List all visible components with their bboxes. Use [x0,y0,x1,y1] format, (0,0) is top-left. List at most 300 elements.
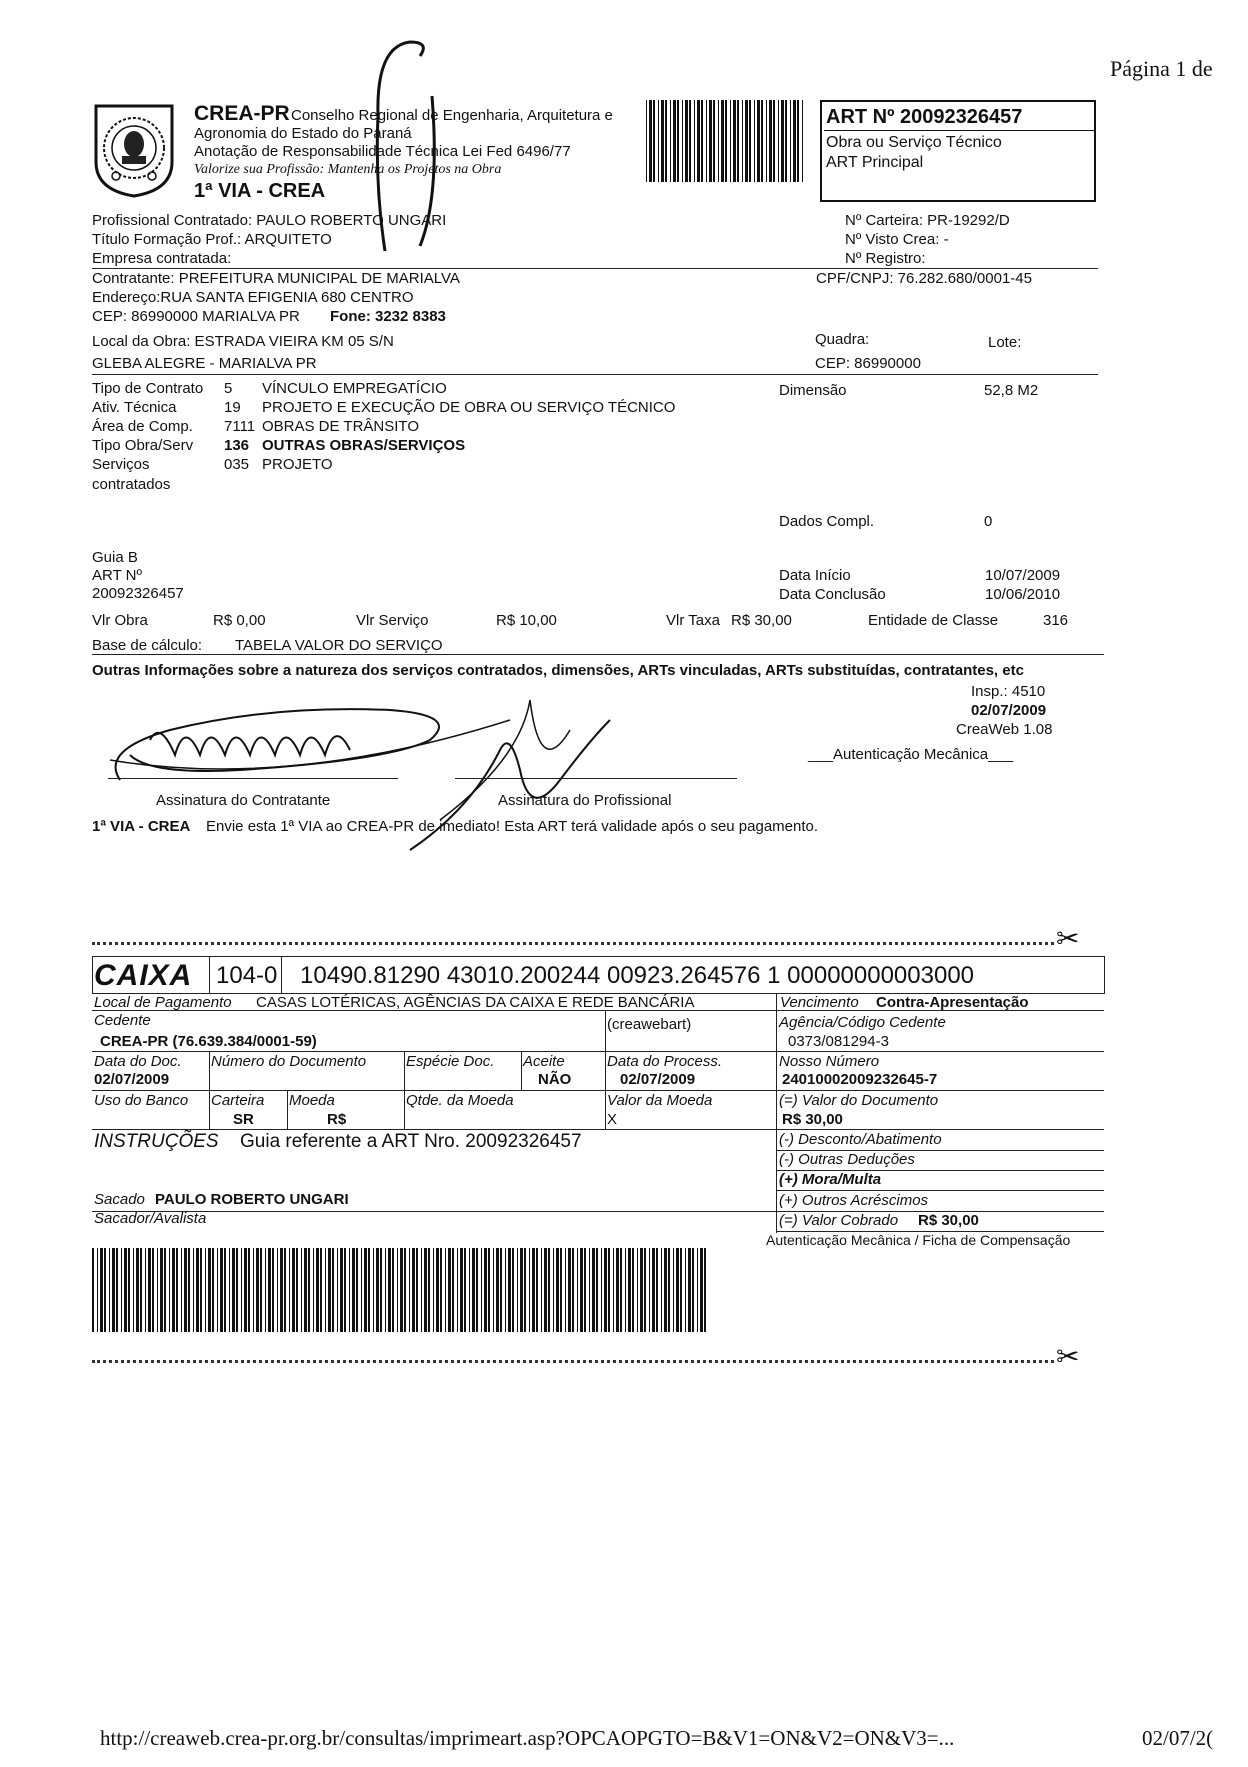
barcode-bar [116,1248,118,1332]
barcode-bar [428,1248,430,1332]
crea-name: CREA-PR [194,102,290,125]
valor-documento: R$ 30,00 [782,1111,843,1128]
contrato-row-desc: VÍNCULO EMPREGATÍCIO [262,380,447,397]
barcode-bar [505,1248,506,1332]
via-text: Envie esta 1ª VIA ao CREA-PR de imediato! Esta ART terá validade após o seu pagamento. [206,818,819,835]
barcode-bar [337,1248,338,1332]
barcode-bar [145,1248,146,1332]
barcode-bar [164,1248,166,1332]
uso-banco-label: Uso do Banco [94,1092,189,1109]
barcode-bar [556,1248,559,1332]
crea-seal-icon [92,102,176,198]
via-title: 1ª VIA - CREA [194,180,326,202]
via-bold: 1ª VIA - CREA [92,818,191,835]
art-type-line2: ART Principal [826,154,924,171]
barcode-bar [304,1248,307,1332]
barcode-bar [692,1248,694,1332]
barcode-bar [685,100,688,182]
barcode-bar [652,1248,655,1332]
barcode-bar [730,100,731,182]
barcode-bar [500,1248,502,1332]
barcode-bar [208,1248,211,1332]
barcode-bar [448,1248,451,1332]
instrucoes-label: INSTRUÇÕES [94,1131,219,1152]
barcode-bar [112,1248,115,1332]
dimensao-label: Dimensão [779,382,847,399]
boleto-right-column-border [776,993,777,1233]
contrato-row-code: 136 [224,437,250,454]
base-calculo-label: Base de cálculo: [92,637,203,654]
barcode-bar [316,1248,319,1332]
vlr-taxa: R$ 30,00 [731,612,792,629]
empresa-contratada: Empresa contratada: [92,250,232,267]
contrato-row-label: Tipo Obra/Serv [92,437,194,454]
barcode-bar [368,1248,370,1332]
barcode-bar [496,1248,499,1332]
barcode-bar [232,1248,235,1332]
barcode-bar [392,1248,394,1332]
barcode-bar [689,100,691,182]
bank-code: 104-0 [216,962,278,989]
contrato-row-desc: OBRAS DE TRÂNSITO [262,418,419,435]
barcode-bar [349,1248,350,1332]
barcode-bar [229,1248,230,1332]
barcode-bar [625,1248,626,1332]
barcode-bar [773,100,775,182]
barcode-bar [340,1248,343,1332]
barcode-bar [128,1248,130,1332]
barcode-bar [670,100,671,182]
desconto-label: (-) Desconto/Abatimento [779,1131,942,1148]
barcode-bar [580,1248,583,1332]
assinatura-profissional: Assinatura do Profissional [498,792,672,809]
barcode-bar [644,1248,646,1332]
art-barcode [646,100,808,182]
contrato-row-code: 5 [224,380,233,397]
dimensao-value: 52,8 M2 [984,382,1039,399]
numero-carteira: Nº Carteira: PR-19292/D [845,212,1010,229]
barcode-bar [548,1248,550,1332]
insp-date: 02/07/2009 [971,702,1047,719]
barcode-bar [400,1248,403,1332]
barcode-bar [424,1248,427,1332]
barcode-bar [694,100,695,182]
barcode-bar [769,100,772,182]
barcode-bar [677,100,679,182]
barcode-bar [356,1248,358,1332]
barcode-bar [637,1248,638,1332]
data-conclusao-label: Data Conclusão [779,586,886,603]
vlr-obra: R$ 0,00 [213,612,266,629]
barcode-bar [565,1248,566,1332]
barcode-bar [292,1248,295,1332]
outras-informacoes: Outras Informações sobre a natureza dos serviços contratados, dimensões, ARTs vinculadas, ARTs substituídas, contratantes, etc [92,662,1024,679]
footer-date: 02/07/2( [1142,1726,1214,1750]
barcode-bar [560,1248,562,1332]
sacador-avalista-label: Sacador/Avalista [94,1210,207,1227]
autenticacao-mecanica: ___Autenticação Mecânica___ [808,746,1014,763]
barcode-bar [797,100,799,182]
barcode-bar [464,1248,466,1332]
barcode-bar [301,1248,302,1332]
barcode-bar [440,1248,442,1332]
contratante-cep: CEP: 86990000 MARIALVA PR [92,308,300,325]
divider [92,654,1104,655]
barcode-bar [140,1248,142,1332]
barcode-bar [665,100,667,182]
creawebart: (creawebart) [607,1016,692,1033]
barcode-bar [385,1248,386,1332]
barcode-bar [628,1248,631,1332]
valor-cobrado: R$ 30,00 [918,1212,979,1229]
barcode-bar [176,1248,178,1332]
creaweb-version: CreaWeb 1.08 [956,721,1053,738]
barcode-bar [457,1248,458,1332]
barcode-bar [344,1248,346,1332]
lote: Lote: [988,334,1022,351]
barcode-bar [373,1248,374,1332]
barcode-bar [596,1248,598,1332]
barcode-bar [680,1248,682,1332]
barcode-bar [121,1248,122,1332]
barcode-bar [761,100,763,182]
contratante-nome: Contratante: PREFEITURA MUNICIPAL DE MARIALVA [92,270,460,287]
contratante-fone: Fone: 3232 8383 [330,308,446,325]
divider [92,1051,1104,1052]
barcode-bar [184,1248,187,1332]
barcode-bar [100,1248,103,1332]
boleto-border [521,1051,522,1090]
barcode-bar [256,1248,259,1332]
data-inicio-label: Data Início [779,567,851,584]
barcode-bar [433,1248,434,1332]
dados-compl-label: Dados Compl. [779,513,875,530]
numero-registro: Nº Registro: [845,250,926,267]
barcode-bar [568,1248,571,1332]
barcode-bar [325,1248,326,1332]
agencia-label: Agência/Código Cedente [779,1014,946,1031]
contrato-row-label: Ativ. Técnica [92,399,177,416]
barcode-bar [181,1248,182,1332]
barcode-bar [709,100,712,182]
contrato-row-label: Serviços [92,456,150,473]
profissional-contratado: Profissional Contratado: PAULO ROBERTO UNGARI [92,212,447,229]
barcode-bar [280,1248,283,1332]
barcode-bar [200,1248,202,1332]
nosso-numero-label: Nosso Número [779,1053,880,1070]
valor-moeda-label: Valor da Moeda [607,1092,713,1109]
dados-compl-value: 0 [984,513,993,530]
boleto-border [404,1051,405,1129]
barcode-bar [577,1248,578,1332]
barcode-bar [589,1248,590,1332]
barcode-bar [268,1248,271,1332]
barcode-bar [416,1248,418,1332]
local-pagamento: CASAS LOTÉRICAS, AGÊNCIAS DA CAIXA E REDE BANCÁRIA [256,994,695,1011]
barcode-bar [193,1248,194,1332]
base-calculo: TABELA VALOR DO SERVIÇO [235,637,443,654]
barcode-bar [97,1248,98,1332]
barcode-bar [472,1248,475,1332]
barcode-bar [332,1248,334,1332]
valor-moeda: X [607,1111,618,1128]
contrato-row-desc: PROJETO E EXECUÇÃO DE OBRA OU SERVIÇO TÉCNICO [262,399,676,416]
sacado: PAULO ROBERTO UNGARI [155,1191,349,1208]
barcode-bar [476,1248,478,1332]
barcode-bar [104,1248,106,1332]
aceite-label: Aceite [523,1053,565,1070]
valor-cobrado-label: (=) Valor Cobrado [779,1212,899,1229]
caixa-logo: CAIXA [94,959,193,992]
pen-stroke-image [370,36,450,256]
barcode-bar [757,100,760,182]
vlr-obra-label: Vlr Obra [92,612,148,629]
barcode-bar [721,100,724,182]
barcode-bar [220,1248,223,1332]
aceite: NÃO [538,1071,572,1088]
barcode-bar [484,1248,487,1332]
barcode-bar [685,1248,686,1332]
art-number-box [820,100,1096,202]
barcode-bar [248,1248,250,1332]
crea-line2: Agronomia do Estado do Paraná [194,125,412,142]
barcode-bar [754,100,755,182]
data-conclusao: 10/06/2010 [985,586,1061,603]
barcode-bar [778,100,779,182]
barcode-bar [802,100,803,182]
barcode-bar [236,1248,238,1332]
barcode-bar [616,1248,619,1332]
scissors-icon: ✂ [1056,923,1080,954]
barcode-bar [697,100,700,182]
barcode-bar [688,1248,691,1332]
barcode-bar [364,1248,367,1332]
carteira: SR [233,1111,254,1128]
barcode-bar [296,1248,298,1332]
barcode-bar [380,1248,382,1332]
art-type-line1: Obra ou Serviço Técnico [826,134,1002,151]
barcode-bar [640,1248,643,1332]
barcode-bar [524,1248,526,1332]
barcode-bar [661,100,664,182]
guia-b: Guia B [92,549,138,566]
boleto-border [92,956,93,994]
divider [92,374,1098,375]
barcode-bar [169,1248,170,1332]
barcode-bar [653,100,655,182]
barcode-bar [397,1248,398,1332]
barcode-bar [308,1248,310,1332]
barcode-bar [241,1248,242,1332]
insp: Insp.: 4510 [971,683,1046,700]
barcode-bar [289,1248,290,1332]
moeda-label: Moeda [289,1092,335,1109]
barcode-bar [649,100,652,182]
barcode-bar [320,1248,322,1332]
data-inicio: 10/07/2009 [985,567,1061,584]
barcode-bar [725,100,727,182]
barcode-bar [608,1248,610,1332]
sacado-label: Sacado [94,1191,145,1208]
contrato-row-code: 035 [224,456,250,473]
divider [776,1190,1104,1191]
autenticacao-ficha: Autenticação Mecânica / Ficha de Compensação [766,1232,1071,1248]
outros-acrescimos-label: (+) Outros Acréscimos [779,1192,929,1209]
crea-slogan: Valorize sua Profissão: Mantenha os Projetos na Obra [194,162,502,177]
barcode-bar [212,1248,214,1332]
cedente-label: Cedente [94,1012,151,1029]
barcode-bar [284,1248,286,1332]
barcode-bar [536,1248,538,1332]
barcode-bar [205,1248,206,1332]
agencia: 0373/081294-3 [788,1033,889,1050]
barcode-bar [656,1248,658,1332]
barcode-bar [361,1248,362,1332]
footer-url: http://creaweb.crea-pr.org.br/consultas/imprimeart.asp?OPCAOPGTO=B&V1=ON&V2=ON&V3=... [100,1726,955,1750]
barcode-bar [613,1248,614,1332]
contratados-label: contratados [92,476,171,493]
barcode-bar [481,1248,482,1332]
barcode-bar [604,1248,607,1332]
data-doc: 02/07/2009 [94,1071,170,1088]
numero-visto: Nº Visto Crea: - [845,231,949,248]
barcode-bar [673,1248,674,1332]
barcode-bar [676,1248,679,1332]
barcode-bar [136,1248,139,1332]
outras-deducoes-label: (-) Outras Deduções [779,1151,915,1168]
vlr-taxa-label: Vlr Taxa [666,612,720,629]
barcode-bar [404,1248,406,1332]
barcode-bar [124,1248,127,1332]
guia-art-number: 20092326457 [92,585,184,602]
cut-line [92,942,1054,945]
barcode-bar [253,1248,254,1332]
barcode-bar [706,100,707,182]
barcode-bar [436,1248,439,1332]
boleto-border [605,1010,606,1129]
barcode-bar [601,1248,602,1332]
barcode-bar [544,1248,547,1332]
barcode-bar [658,100,659,182]
contrato-row-desc: PROJETO [262,456,333,473]
barcode-bar [493,1248,494,1332]
barcode-bar [196,1248,199,1332]
barcode-bar [172,1248,175,1332]
barcode-bar [157,1248,158,1332]
barcode-bar [109,1248,110,1332]
instrucoes: Guia referente a ART Nro. 20092326457 [240,1131,582,1152]
barcode-bar [260,1248,262,1332]
local-obra: Local da Obra: ESTRADA VIEIRA KM 05 S/N [92,333,394,350]
barcode-bar [781,100,784,182]
barcode-bar [793,100,796,182]
crea-line1: Conselho Regional de Engenharia, Arquitetura e [291,107,613,124]
quadra: Quadra: [815,331,870,348]
titulo-formacao: Título Formação Prof.: ARQUITETO [92,231,332,248]
barcode-bar [452,1248,454,1332]
boleto-border [1104,956,1105,994]
numero-documento-label: Número do Documento [211,1053,367,1070]
barcode-bar [512,1248,514,1332]
scissors-icon: ✂ [1056,1341,1080,1372]
boleto-border [287,1090,288,1129]
barcode-bar [532,1248,535,1332]
barcode-bar [541,1248,542,1332]
barcode-bar [421,1248,422,1332]
barcode-bar [488,1248,490,1332]
obra-cep: CEP: 86990000 [815,355,921,372]
barcode-bar [745,100,748,182]
moeda: R$ [327,1111,347,1128]
barcode-bar [352,1248,355,1332]
barcode-bar [668,1248,670,1332]
barcode-bar [460,1248,463,1332]
cut-line [92,1360,1054,1363]
barcode-bar [664,1248,667,1332]
assinatura-contratante: Assinatura do Contratante [156,792,331,809]
divider [92,1129,1104,1130]
entidade-value: 316 [1043,612,1069,629]
entidade-label: Entidade de Classe [868,612,999,629]
contratante-endereco: Endereço:RUA SANTA EFIGENIA 680 CENTRO [92,289,414,306]
barcode-bar [445,1248,446,1332]
barcode-bar [697,1248,698,1332]
cedente: CREA-PR (76.639.384/0001-59) [100,1033,317,1050]
nosso-numero: 24010002009232645-7 [782,1071,938,1088]
qtde-moeda-label: Qtde. da Moeda [406,1092,514,1109]
boleto-border [209,956,210,994]
barcode-bar [409,1248,410,1332]
barcode-bar [148,1248,151,1332]
barcode-bar [646,100,647,182]
barcode-bar [188,1248,190,1332]
barcode-bar [469,1248,470,1332]
barcode-bar [701,100,703,182]
vlr-servico: R$ 10,00 [496,612,557,629]
barcode-bar [328,1248,331,1332]
barcode-bar [272,1248,274,1332]
barcode-bar [520,1248,523,1332]
barcode-bar [649,1248,650,1332]
barcode-bar [682,100,683,182]
barcode-bar [704,1248,706,1332]
valor-documento-label: (=) Valor do Documento [779,1092,939,1109]
barcode-bar [529,1248,530,1332]
barcode-bar [785,100,787,182]
divider [92,1090,1104,1091]
contrato-row-label: Área de Comp. [92,418,193,435]
barcode-bar [152,1248,154,1332]
contrato-row-code: 7111 [224,418,256,435]
especie-doc-label: Espécie Doc. [406,1053,495,1070]
barcode-bar [620,1248,622,1332]
art-number: ART Nº 20092326457 [824,104,1094,131]
barcode-bar [133,1248,134,1332]
contratante-signature-line [108,778,398,779]
data-process-label: Data do Process. [607,1053,723,1070]
barcode-bar [224,1248,226,1332]
contrato-row-code: 19 [224,399,241,416]
barcode-bar [572,1248,574,1332]
barcode-bar [553,1248,554,1332]
data-doc-label: Data do Doc. [94,1053,182,1070]
barcode-bar [737,100,739,182]
barcode-bar [265,1248,266,1332]
gleba: GLEBA ALEGRE - MARIALVA PR [92,355,317,372]
barcode-bar [412,1248,415,1332]
contratante-cpf: CPF/CNPJ: 76.282.680/0001-45 [816,270,1032,287]
divider [92,268,1098,269]
